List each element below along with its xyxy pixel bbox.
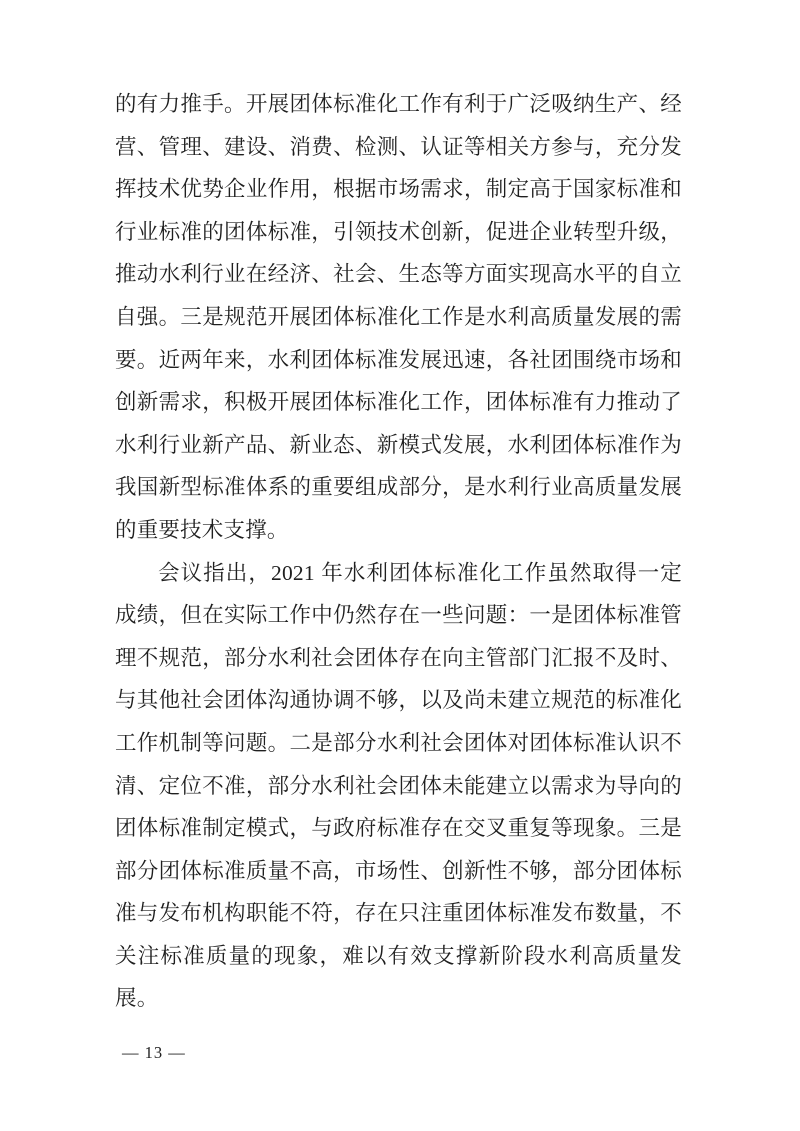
- body-paragraph: 会议指出，2021 年水利团体标准化工作虽然取得一定成绩，但在实际工作中仍然存在一些问题：一是团体标准管理不规范，部分水利社会团体存在向主管部门汇报不及时、与其他社会团体沟通协调不够，以及尚未建立规范的标准化工作机制等问题。二是部分水利社会团体对团体标准认识不清、定位不准，部分水利社会团体未能建立以需求为导向的团体标准制定模式，与政府标准存在交叉重复等现象。三是部分团体标准质量不高，市场性、创新性不够，部分团体标准与发布机构职能不符，存在只注重团体标准发布数量，不关注标准质量的现象，难以有效支撑新阶段水利高质量发展。: [115, 560, 682, 1011]
- body-paragraph-continuation: 的有力推手。开展团体标准化工作有利于广泛吸纳生产、经营、管理、建设、消费、检测、认证等相关方参与，充分发挥技术优势企业作用，根据市场需求，制定高于国家标准和行业标准的团体标准，引领技术创新，促进企业转型升级，推动水利行业在经济、社会、生态等方面实现高水平的自立自强。三是规范开展团体标准化工作是水利高质量发展的需要。近两年来，水利团体标准发展迅速，各社团围绕市场和创新需求，积极开展团体标准化工作，团体标准有力推动了水利行业新产品、新业态、新模式发展，水利团体标准作为我国新型标准体系的重要组成部分，是水利行业高质量发展的重要技术支撑。: [115, 92, 682, 542]
- document-body: [115, 83, 682, 1020]
- page-number: — 13 —: [122, 1043, 186, 1062]
